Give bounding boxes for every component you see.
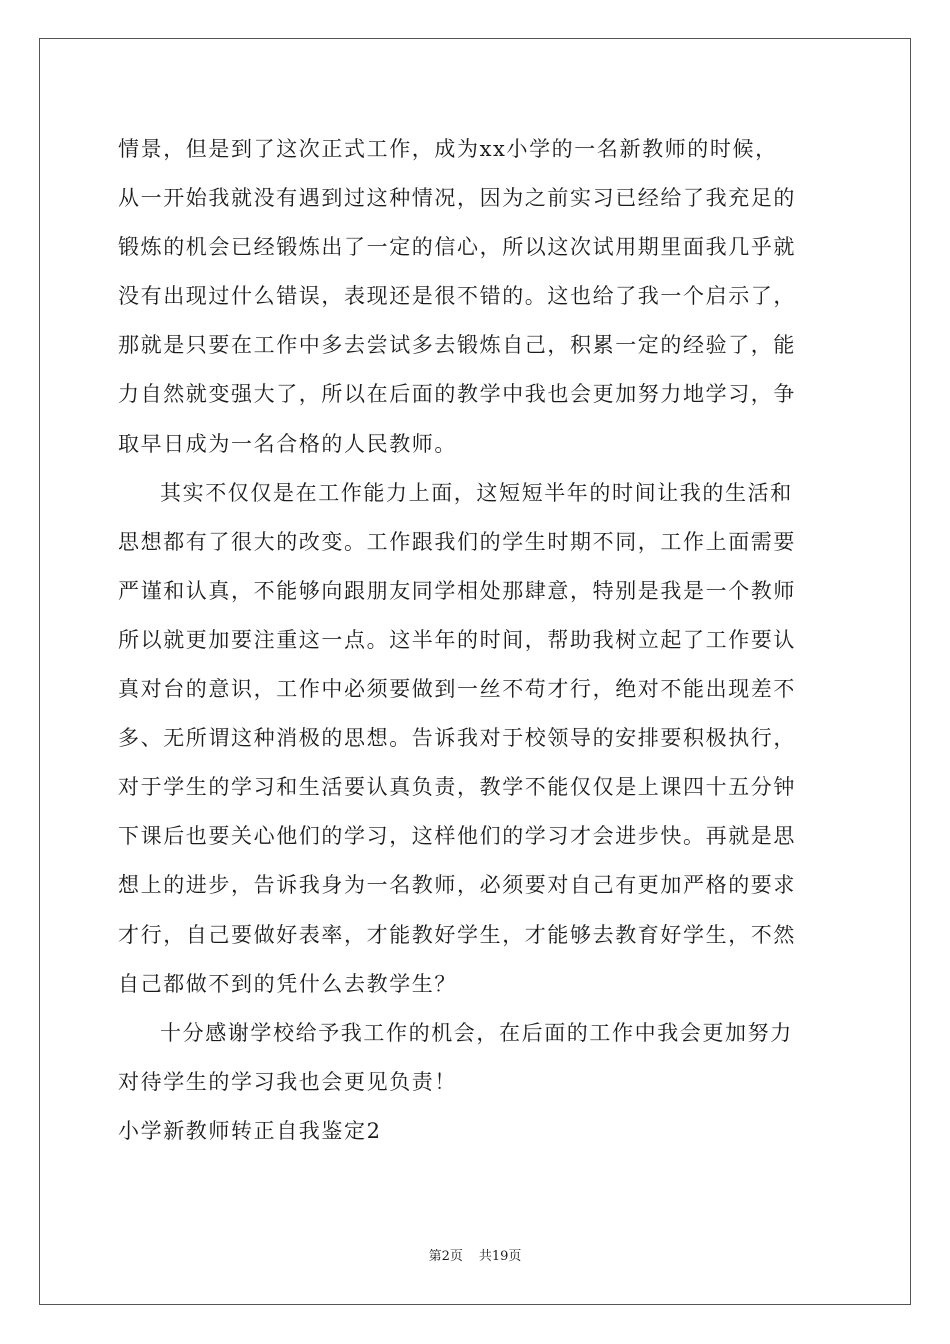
text-line: 没有出现过什么错误，表现还是很不错的。这也给了我一个启示了， <box>118 284 796 309</box>
text-line: 取早日成为一名合格的人民教师。 <box>118 431 457 456</box>
text-line: 才行，自己要做好表率，才能教好学生，才能够去教育好学生，不然 <box>118 922 796 947</box>
document-body <box>118 125 838 1156</box>
text-line: 锻炼的机会已经锻炼出了一定的信心，所以这次试用期里面我几乎就 <box>118 235 796 260</box>
page-footer <box>0 1247 950 1267</box>
paragraph-start: 其实不仅仅是在工作能力上面，这短短半年的时间让我的生活和 <box>160 480 793 505</box>
text-line: 所以就更加要注重这一点。这半年的时间，帮助我树立起了工作要认 <box>118 627 796 652</box>
text-line: 思想都有了很大的改变。工作跟我们的学生时期不同，工作上面需要 <box>118 529 796 554</box>
text-line: 情景，但是到了这次正式工作，成为xx小学的一名新教师的时候， <box>118 137 778 161</box>
text-line: 自己都做不到的凭什么去教学生？ <box>118 971 457 996</box>
text-line: 想上的进步，告诉我身为一名教师，必须要对自己有更加严格的要求 <box>118 873 796 898</box>
text-line: 真对台的意识，工作中必须要做到一丝不苟才行，绝对不能出现差不 <box>118 677 796 702</box>
text-line: 那就是只要在工作中多去尝试多去锻炼自己，积累一定的经验了，能 <box>118 333 796 358</box>
text-line: 对于学生的学习和生活要认真负责，教学不能仅仅是上课四十五分钟 <box>118 775 796 800</box>
section-heading: 小学新教师转正自我鉴定2 <box>118 1118 382 1143</box>
text-line: 力自然就变强大了，所以在后面的教学中我也会更加努力地学习，争 <box>118 382 796 407</box>
text-line: 严谨和认真，不能够向跟朋友同学相处那肆意，特别是我是一个教师 <box>118 578 796 603</box>
page-total: 共19页 <box>478 1249 522 1264</box>
text-line: 下课后也要关心他们的学习，这样他们的学习才会进步快。再就是思 <box>118 824 796 849</box>
text-line: 对待学生的学习我也会更见负责！ <box>118 1069 457 1094</box>
text-line: 多、无所谓这种消极的思想。告诉我对于校领导的安排要积极执行， <box>118 726 796 751</box>
page-number: 第2页 <box>428 1249 463 1264</box>
text-line: 从一开始我就没有遇到过这种情况，因为之前实习已经给了我充足的 <box>118 186 796 211</box>
paragraph-start: 十分感谢学校给予我工作的机会，在后面的工作中我会更加努力 <box>160 1020 793 1045</box>
